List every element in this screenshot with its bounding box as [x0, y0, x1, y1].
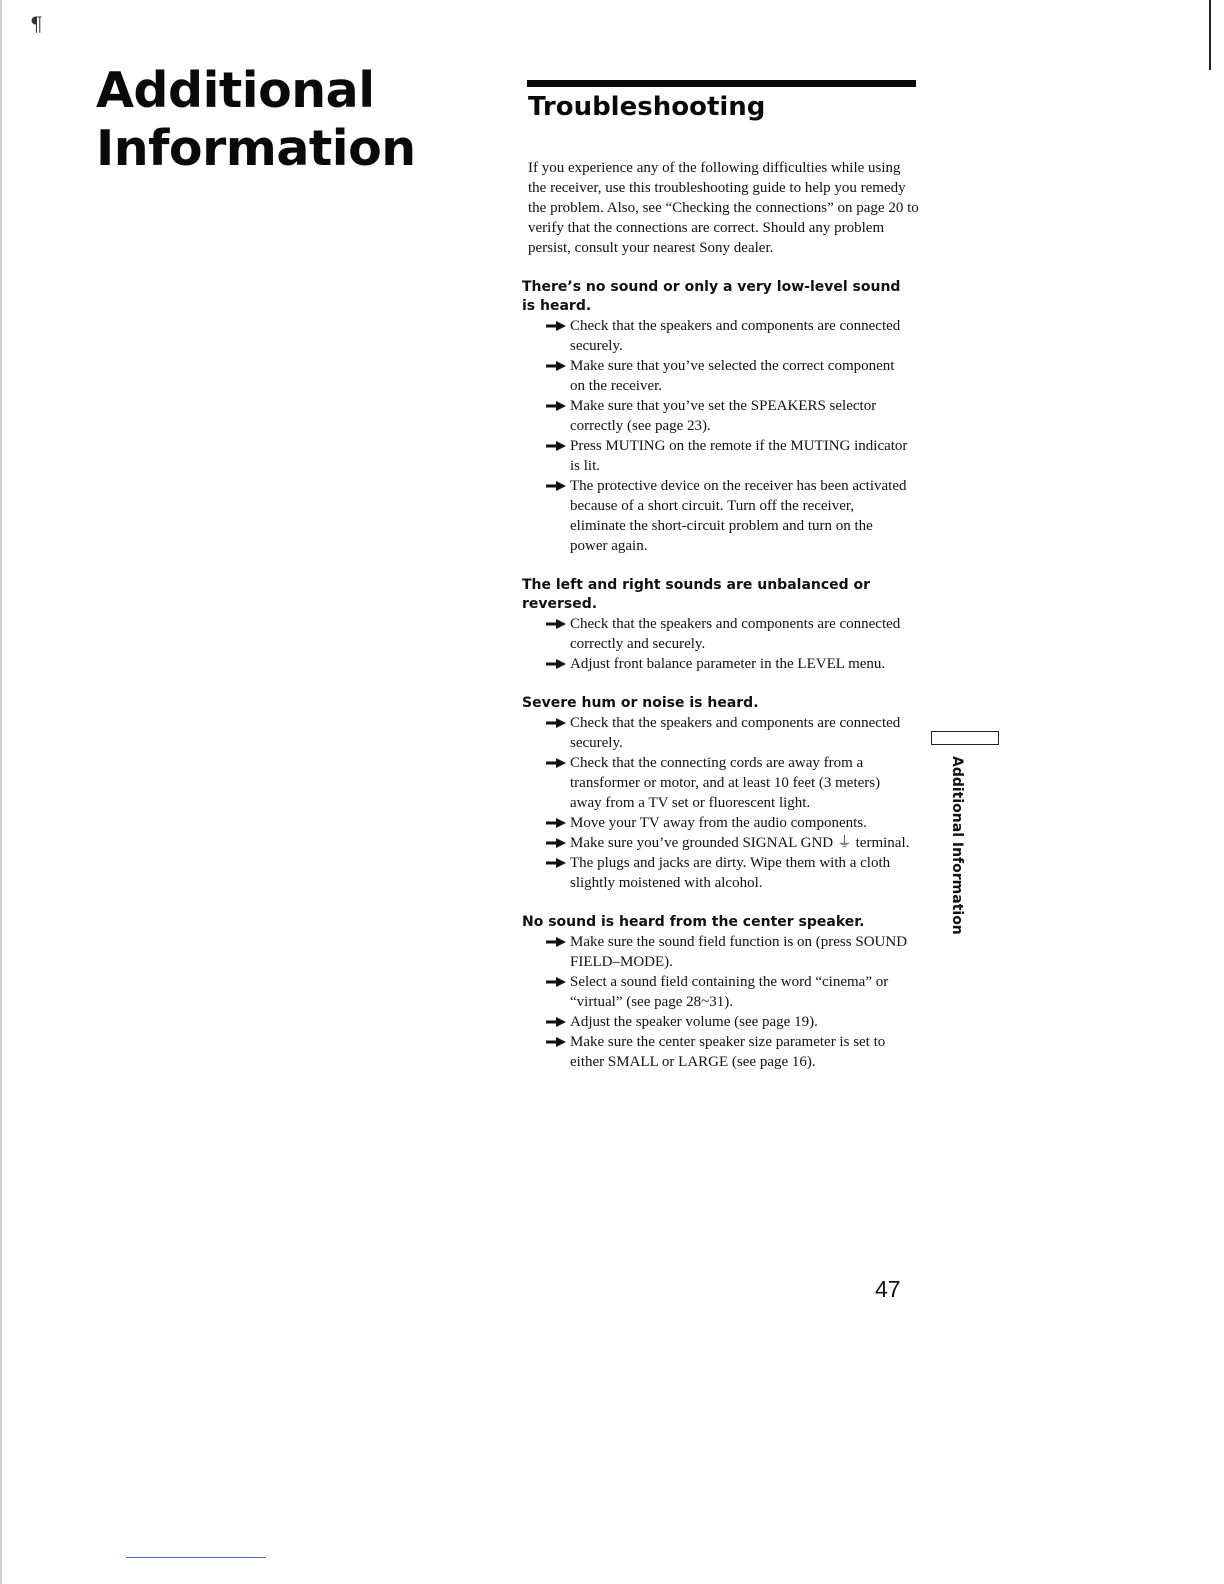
check-text: The protective device on the receiver has been activated because of a short circuit. Turn off the receiver, eliminate the short-circuit problem and turn on the power again.: [570, 478, 907, 554]
check-text: Press MUTING on the remote if the MUTING indicator is lit.: [570, 438, 908, 474]
right-arrow-icon: [546, 659, 566, 669]
check-item: [546, 476, 910, 556]
check-text: Check that the speakers and components are connected securely.: [570, 318, 901, 354]
check-item: [546, 753, 910, 813]
check-text: Select a sound field containing the word “cinema” or “virtual” (see page 28~31).: [570, 974, 889, 1010]
chapter-title: [96, 62, 416, 178]
right-arrow-icon: [546, 321, 566, 331]
right-arrow-icon: [546, 401, 566, 411]
topic-heading: No sound is heard from the center speaker.: [522, 914, 865, 930]
check-text: Check that the connecting cords are away from a transformer or motor, and at least 10 feet (3 meters) away from a TV set or fluorescent light.: [570, 755, 881, 811]
intro-paragraph: If you experience any of the following difficulties while using the receiver, use this troubleshooting guide to help you remedy the problem. Also, see “Checking the connections” on page 20 to verify that the connections are correct. Should any problem persist, consult your nearest Sony dealer.: [528, 160, 919, 256]
check-item: [546, 1012, 910, 1032]
check-text: Make sure that you’ve selected the correct component on the receiver.: [570, 358, 895, 394]
bottom-rule: [126, 1557, 266, 1558]
check-item: [546, 833, 910, 853]
right-arrow-icon: [546, 619, 566, 629]
right-arrow-icon: [546, 838, 566, 848]
check-item: [546, 316, 910, 356]
check-item: [546, 813, 910, 833]
chapter-title-line-1: Additional: [96, 62, 375, 119]
topic-section: [522, 913, 922, 1072]
check-item: [546, 713, 910, 753]
check-text: Move your TV away from the audio components.: [570, 815, 867, 831]
topic-heading: There’s no sound or only a very low-level sound is heard.: [522, 279, 901, 314]
right-arrow-icon: [546, 758, 566, 768]
right-arrow-icon: [546, 937, 566, 947]
right-arrow-icon: [546, 441, 566, 451]
scan-edge-right: [1209, 0, 1211, 70]
check-item: [546, 356, 910, 396]
right-arrow-icon: [546, 361, 566, 371]
check-text: Adjust the speaker volume (see page 19).: [570, 1014, 818, 1030]
check-list: [522, 316, 922, 556]
check-item: [546, 654, 910, 674]
chapter-title-line-2: Information: [96, 120, 416, 177]
check-item: [546, 932, 910, 972]
check-item: [546, 436, 910, 476]
check-text: Make sure you’ve grounded SIGNAL GND ⏚ terminal.: [570, 835, 910, 851]
section-rule: [527, 80, 916, 87]
right-arrow-icon: [546, 718, 566, 728]
topic-section: [522, 694, 922, 893]
check-list: [522, 713, 922, 893]
topic-list: [522, 278, 922, 1072]
topic-section: [522, 278, 922, 556]
right-arrow-icon: [546, 818, 566, 828]
topic-heading: The left and right sounds are unbalanced or reversed.: [522, 577, 871, 612]
check-item: [546, 853, 910, 893]
check-list: [522, 932, 922, 1072]
corner-mark: ¶: [30, 12, 43, 36]
check-item: [546, 614, 910, 654]
check-text: Check that the speakers and components are connected correctly and securely.: [570, 616, 901, 652]
topic-section: [522, 576, 922, 674]
side-tab-marker: [931, 731, 999, 745]
side-tab-label: Additional Information: [949, 756, 965, 935]
check-text: Make sure the center speaker size parameter is set to either SMALL or LARGE (see page 16).: [570, 1034, 886, 1070]
check-text: Check that the speakers and components are connected securely.: [570, 715, 901, 751]
check-list: [522, 614, 922, 674]
check-text: Adjust front balance parameter in the LEVEL menu.: [570, 656, 886, 672]
right-arrow-icon: [546, 1017, 566, 1027]
topic-heading: Severe hum or noise is heard.: [522, 695, 759, 711]
check-item: [546, 396, 910, 436]
right-arrow-icon: [546, 481, 566, 491]
right-arrow-icon: [546, 858, 566, 868]
check-text: Make sure that you’ve set the SPEAKERS selector correctly (see page 23).: [570, 398, 877, 434]
check-text: The plugs and jacks are dirty. Wipe them with a cloth slightly moistened with alcohol.: [570, 855, 891, 891]
page-number: 47: [875, 1276, 901, 1302]
scan-edge-left: [0, 0, 2, 1584]
right-arrow-icon: [546, 1037, 566, 1047]
check-item: [546, 1032, 910, 1072]
check-text: Make sure the sound field function is on (press SOUND FIELD–MODE).: [570, 934, 908, 970]
check-item: [546, 972, 910, 1012]
right-arrow-icon: [546, 977, 566, 987]
section-title: Troubleshooting: [528, 92, 766, 122]
troubleshooting-content: [522, 158, 922, 1072]
